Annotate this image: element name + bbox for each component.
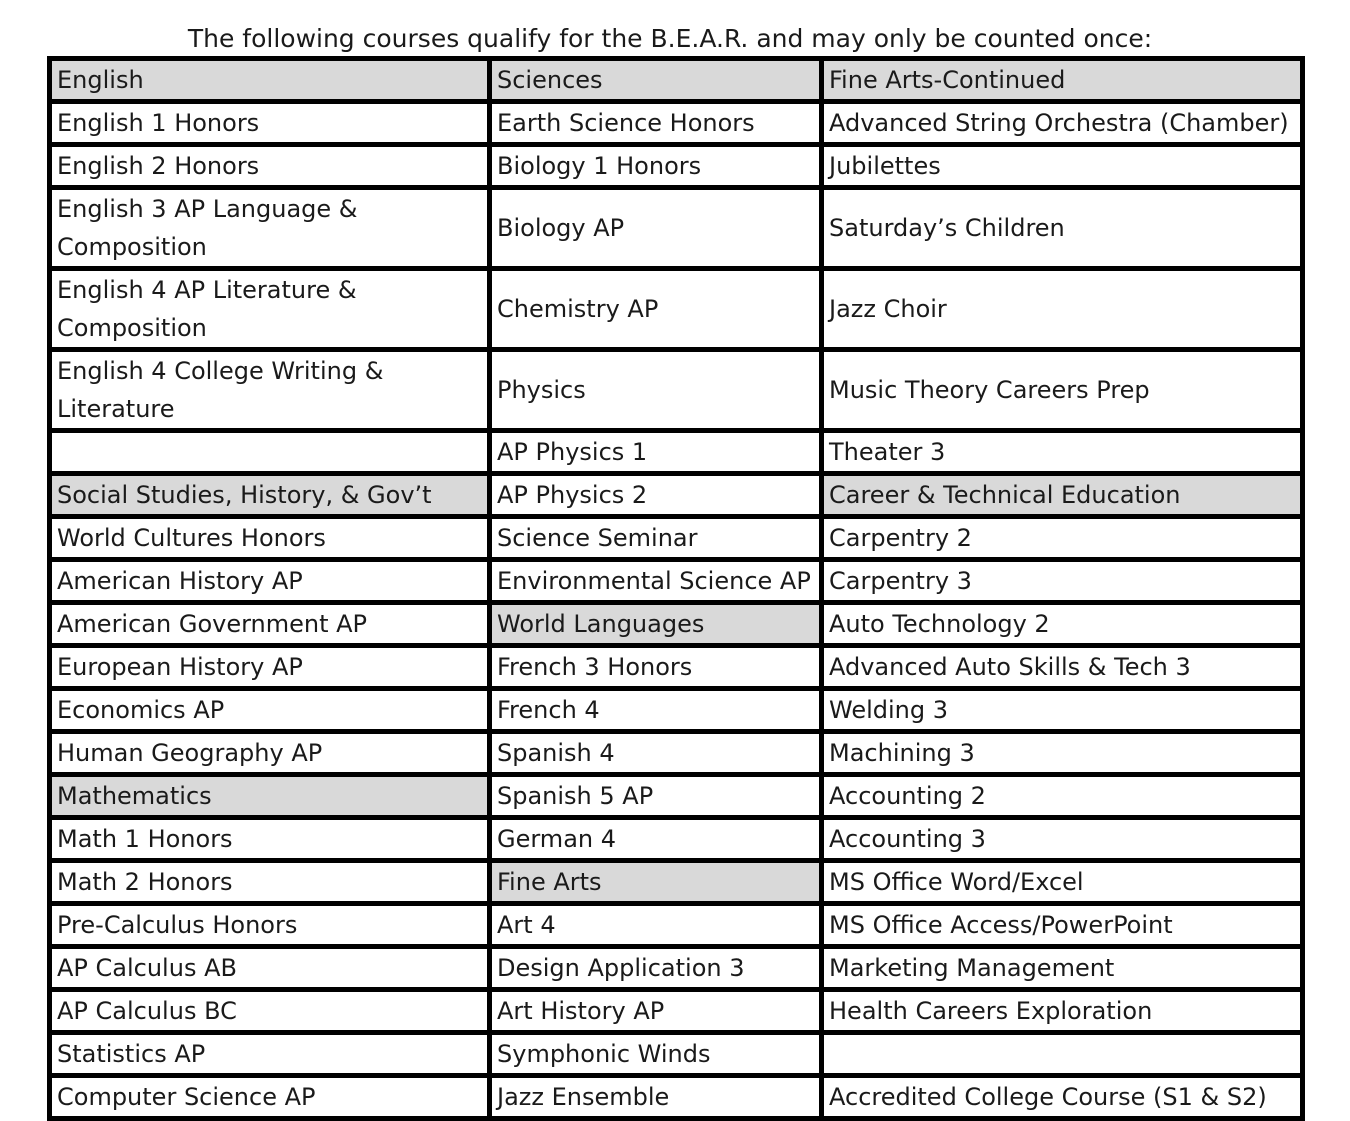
course-cell: Jazz Choir [822,269,1303,350]
course-cell: Accounting 2 [822,775,1303,818]
course-cell: German 4 [490,818,822,861]
course-cell: Theater 3 [822,431,1303,474]
course-cell: Jubilettes [822,145,1303,188]
course-cell: MS Office Word/Excel [822,861,1303,904]
course-cell: English 1 Honors [50,102,490,145]
course-cell: Advanced Auto Skills & Tech 3 [822,646,1303,689]
course-cell: Advanced String Orchestra (Chamber) [822,102,1303,145]
course-cell: Saturday’s Children [822,188,1303,269]
empty-cell [822,1033,1303,1076]
course-cell: Biology 1 Honors [490,145,822,188]
course-cell: Biology AP [490,188,822,269]
table-row [50,560,1303,603]
course-cell: MS Office Access/PowerPoint [822,904,1303,947]
course-cell: Design Application 3 [490,947,822,990]
table-row [50,947,1303,990]
course-cell: Jazz Ensemble [490,1076,822,1119]
course-cell: Math 1 Honors [50,818,490,861]
course-cell: Carpentry 3 [822,560,1303,603]
table-row [50,1033,1303,1076]
category-header-fine-arts-continued: Fine Arts-Continued [822,59,1303,102]
course-cell: Welding 3 [822,689,1303,732]
course-cell: European History AP [50,646,490,689]
table-row [50,517,1303,560]
course-cell: World Cultures Honors [50,517,490,560]
table-row [50,990,1303,1033]
table-row [50,474,1303,517]
category-header-sciences: Sciences [490,59,822,102]
course-cell: American Government AP [50,603,490,646]
table-row [50,861,1303,904]
course-cell: Marketing Management [822,947,1303,990]
table-row [50,646,1303,689]
course-cell: Spanish 4 [490,732,822,775]
category-header-fine-arts: Fine Arts [490,861,822,904]
course-cell: Machining 3 [822,732,1303,775]
course-cell: Art 4 [490,904,822,947]
category-header-world-languages: World Languages [490,603,822,646]
course-cell: Science Seminar [490,517,822,560]
course-cell: AP Calculus AB [50,947,490,990]
table-row [50,732,1303,775]
course-cell: American History AP [50,560,490,603]
course-cell: Computer Science AP [50,1076,490,1119]
course-cell: English 4 College Writing & Literature [50,350,490,431]
category-header-social-studies: Social Studies, History, & Gov’t [50,474,490,517]
course-cell: AP Calculus BC [50,990,490,1033]
course-cell: Carpentry 2 [822,517,1303,560]
table-row [50,1076,1303,1119]
course-cell: Music Theory Careers Prep [822,350,1303,431]
table-row [50,818,1303,861]
table-row [50,904,1303,947]
course-cell: Physics [490,350,822,431]
empty-cell [50,431,490,474]
table-row [50,775,1303,818]
course-cell: Art History AP [490,990,822,1033]
course-cell: Health Careers Exploration [822,990,1303,1033]
course-cell: English 3 AP Language & Composition [50,188,490,269]
table-row [50,188,1303,269]
course-cell: French 4 [490,689,822,732]
table-row [50,59,1303,102]
category-header-mathematics: Mathematics [50,775,490,818]
course-cell: Spanish 5 AP [490,775,822,818]
course-cell: Pre-Calculus Honors [50,904,490,947]
course-cell: French 3 Honors [490,646,822,689]
category-header-english: English [50,59,490,102]
course-cell: English 2 Honors [50,145,490,188]
table-row [50,269,1303,350]
page-title: The following courses qualify for the B.E.A.R. and may only be counted once: [187,24,1153,53]
table-row [50,689,1303,732]
course-cell: Economics AP [50,689,490,732]
table-row [50,603,1303,646]
course-cell: Accredited College Course (S1 & S2) [822,1076,1303,1119]
table-row [50,431,1303,474]
category-header-career-technical: Career & Technical Education [822,474,1303,517]
course-cell: Auto Technology 2 [822,603,1303,646]
course-cell: Earth Science Honors [490,102,822,145]
course-cell: Symphonic Winds [490,1033,822,1076]
course-cell: Human Geography AP [50,732,490,775]
course-cell: AP Physics 1 [490,431,822,474]
course-cell: English 4 AP Literature & Composition [50,269,490,350]
table-row [50,102,1303,145]
course-cell: Math 2 Honors [50,861,490,904]
table-row [50,145,1303,188]
course-cell: Statistics AP [50,1033,490,1076]
table-row [50,350,1303,431]
course-cell: Accounting 3 [822,818,1303,861]
course-cell: Chemistry AP [490,269,822,350]
course-table [47,56,1305,1121]
course-cell: AP Physics 2 [490,474,822,517]
course-cell: Environmental Science AP [490,560,822,603]
